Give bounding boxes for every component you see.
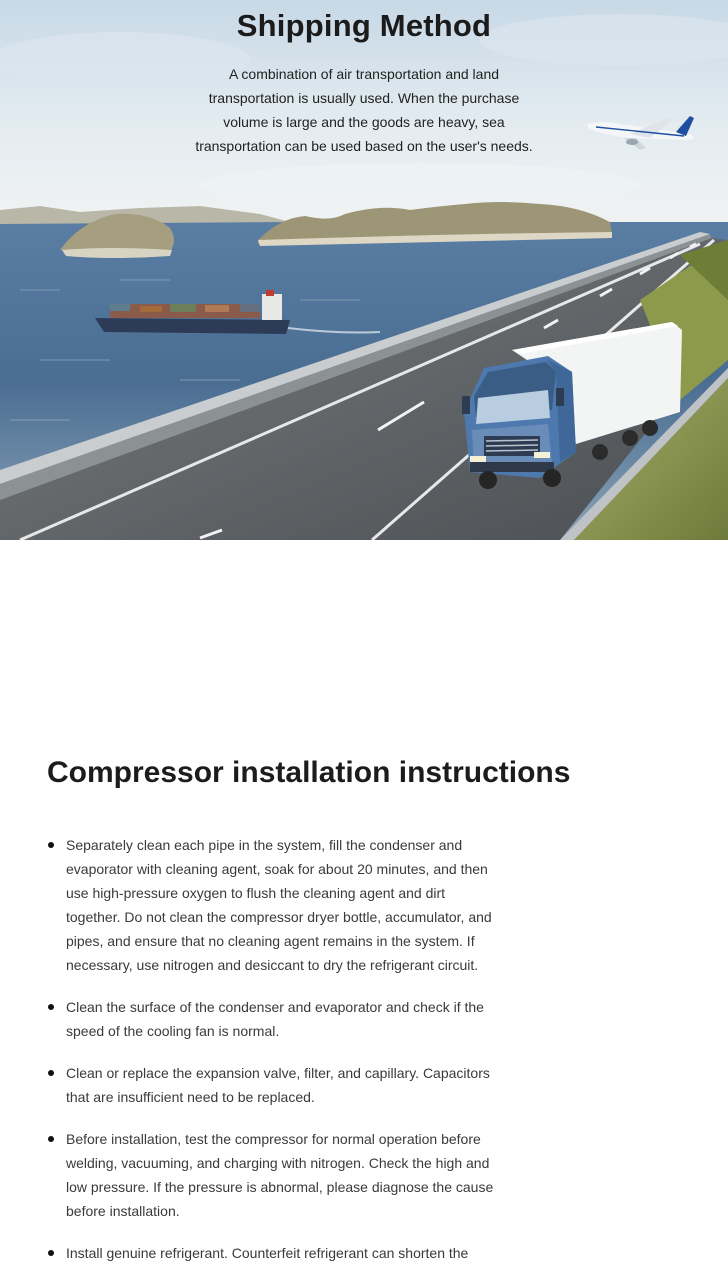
bullet-icon bbox=[48, 842, 54, 848]
list-item bbox=[47, 1241, 497, 1265]
bullet-icon bbox=[48, 1070, 54, 1076]
instructions-title: Compressor installation instructions bbox=[47, 756, 571, 789]
bullet-icon bbox=[48, 1250, 54, 1256]
list-item bbox=[47, 995, 497, 1043]
list-item-text: Clean or replace the expansion valve, filter, and capillary. Capacitors that are insufficient need to be replaced. bbox=[66, 1065, 490, 1105]
list-item-text: Separately clean each pipe in the system, fill the condenser and evaporator with cleaning agent, soak for about 20 minutes, and then use high-pressure oxygen to flush the cleaning agent and dirt together. Do not clean the compressor dryer bottle, accumulator, and pipes, and ensure that no cleaning agent remains in the system. If necessary, use nitrogen and desiccant to dry the refrigerant circuit. bbox=[66, 837, 492, 973]
list-item-text: Before installation, test the compressor for normal operation before welding, vacuuming, and charging with nitrogen. Check the high and low pressure. If the pressure is abnormal, please diagnose the cause before installation. bbox=[66, 1131, 494, 1219]
hero-description: A combination of air transportation and land transportation is usually used. When the purchase volume is large and the goods are heavy, sea transportation can be used based on the user's needs. bbox=[195, 66, 533, 154]
list-item bbox=[47, 833, 497, 977]
hero-title: Shipping Method bbox=[236, 8, 492, 43]
shipping-hero bbox=[0, 0, 728, 540]
bullet-icon bbox=[48, 1004, 54, 1010]
instructions-list bbox=[47, 833, 497, 1283]
list-item bbox=[47, 1061, 497, 1109]
bullet-icon bbox=[48, 1136, 54, 1142]
list-item-text: Install genuine refrigerant. Counterfeit refrigerant can shorten the bbox=[66, 1245, 469, 1261]
list-item-text: Clean the surface of the condenser and evaporator and check if the speed of the cooling fan is normal. bbox=[66, 999, 484, 1039]
list-item bbox=[47, 1127, 497, 1223]
